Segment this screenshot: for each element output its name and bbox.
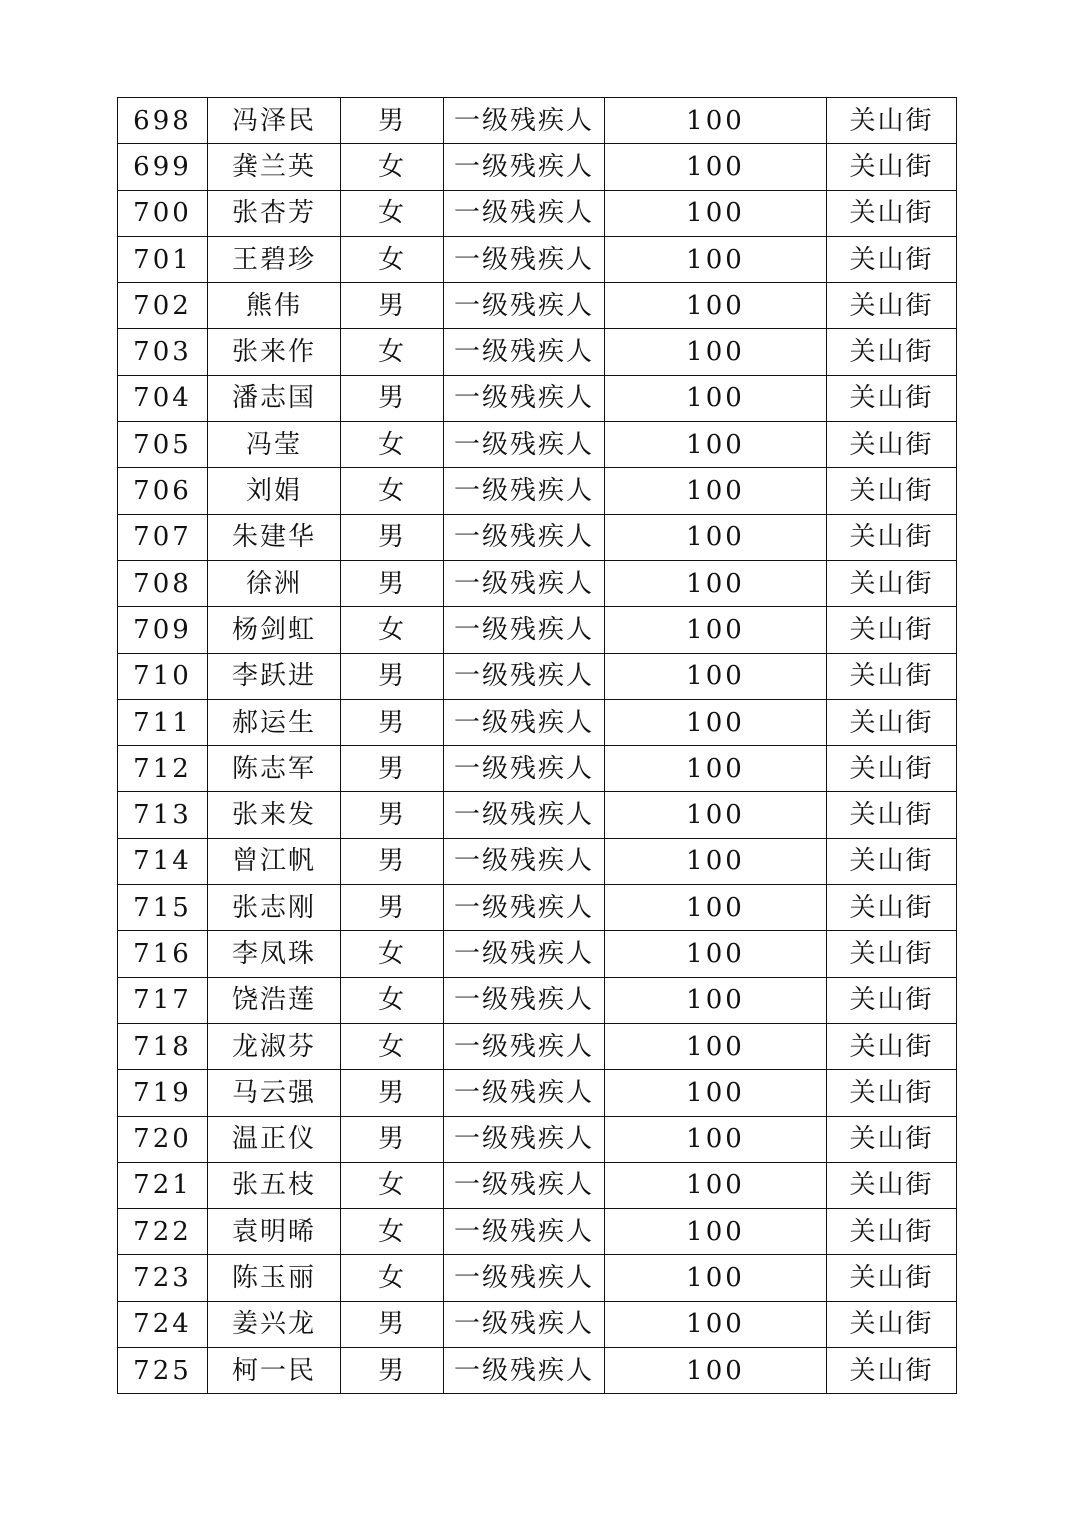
- cell-name: 张五枝: [208, 1162, 341, 1208]
- cell-amount: 100: [605, 560, 827, 606]
- cell-disability-level: 一级残疾人: [444, 838, 605, 884]
- cell-number: 698: [118, 98, 208, 144]
- cell-name: 马云强: [208, 1070, 341, 1116]
- cell-street: 关山街: [827, 838, 957, 884]
- table-row: [118, 699, 957, 745]
- cell-disability-level: 一级残疾人: [444, 792, 605, 838]
- cell-street: 关山街: [827, 422, 957, 468]
- cell-amount: 100: [605, 607, 827, 653]
- cell-number: 711: [118, 699, 208, 745]
- cell-gender: 女: [341, 607, 444, 653]
- table-row: [118, 236, 957, 282]
- cell-amount: 100: [605, 838, 827, 884]
- cell-disability-level: 一级残疾人: [444, 98, 605, 144]
- cell-gender: 男: [341, 746, 444, 792]
- cell-name: 柯一民: [208, 1348, 341, 1394]
- cell-name: 曾江帆: [208, 838, 341, 884]
- cell-number: 722: [118, 1209, 208, 1255]
- cell-disability-level: 一级残疾人: [444, 1070, 605, 1116]
- cell-name: 陈玉丽: [208, 1255, 341, 1301]
- cell-street: 关山街: [827, 514, 957, 560]
- cell-disability-level: 一级残疾人: [444, 1209, 605, 1255]
- table-row: [118, 1116, 957, 1162]
- cell-number: 710: [118, 653, 208, 699]
- cell-name: 潘志国: [208, 375, 341, 421]
- table-row: [118, 1255, 957, 1301]
- table-row: [118, 329, 957, 375]
- cell-disability-level: 一级残疾人: [444, 931, 605, 977]
- cell-number: 716: [118, 931, 208, 977]
- cell-number: 724: [118, 1301, 208, 1347]
- cell-gender: 男: [341, 885, 444, 931]
- cell-amount: 100: [605, 98, 827, 144]
- cell-number: 725: [118, 1348, 208, 1394]
- cell-disability-level: 一级残疾人: [444, 885, 605, 931]
- cell-disability-level: 一级残疾人: [444, 699, 605, 745]
- cell-gender: 女: [341, 1162, 444, 1208]
- cell-street: 关山街: [827, 699, 957, 745]
- cell-street: 关山街: [827, 653, 957, 699]
- table-row: [118, 514, 957, 560]
- cell-disability-level: 一级残疾人: [444, 1255, 605, 1301]
- cell-street: 关山街: [827, 977, 957, 1023]
- table-row: [118, 653, 957, 699]
- cell-name: 温正仪: [208, 1116, 341, 1162]
- table-row: [118, 1209, 957, 1255]
- cell-disability-level: 一级残疾人: [444, 653, 605, 699]
- cell-disability-level: 一级残疾人: [444, 422, 605, 468]
- table-row: [118, 468, 957, 514]
- cell-name: 冯莹: [208, 422, 341, 468]
- cell-gender: 男: [341, 1070, 444, 1116]
- cell-disability-level: 一级残疾人: [444, 607, 605, 653]
- cell-street: 关山街: [827, 746, 957, 792]
- cell-name: 张来作: [208, 329, 341, 375]
- table-row: [118, 144, 957, 190]
- table-row: [118, 931, 957, 977]
- cell-street: 关山街: [827, 1116, 957, 1162]
- cell-disability-level: 一级残疾人: [444, 1023, 605, 1069]
- cell-number: 720: [118, 1116, 208, 1162]
- cell-number: 705: [118, 422, 208, 468]
- cell-amount: 100: [605, 1070, 827, 1116]
- cell-name: 袁明晞: [208, 1209, 341, 1255]
- table-row: [118, 1023, 957, 1069]
- cell-street: 关山街: [827, 607, 957, 653]
- cell-number: 715: [118, 885, 208, 931]
- cell-gender: 女: [341, 931, 444, 977]
- table-row: [118, 607, 957, 653]
- cell-name: 徐洲: [208, 560, 341, 606]
- cell-name: 姜兴龙: [208, 1301, 341, 1347]
- cell-amount: 100: [605, 1348, 827, 1394]
- cell-amount: 100: [605, 236, 827, 282]
- cell-amount: 100: [605, 1162, 827, 1208]
- cell-amount: 100: [605, 885, 827, 931]
- cell-gender: 男: [341, 283, 444, 329]
- cell-street: 关山街: [827, 375, 957, 421]
- table-row: [118, 560, 957, 606]
- table-row: [118, 190, 957, 236]
- cell-amount: 100: [605, 699, 827, 745]
- cell-number: 706: [118, 468, 208, 514]
- table-row: [118, 98, 957, 144]
- cell-gender: 女: [341, 977, 444, 1023]
- table-row: [118, 422, 957, 468]
- cell-amount: 100: [605, 1255, 827, 1301]
- cell-amount: 100: [605, 1023, 827, 1069]
- cell-street: 关山街: [827, 1301, 957, 1347]
- cell-gender: 男: [341, 838, 444, 884]
- cell-name: 王碧珍: [208, 236, 341, 282]
- cell-number: 717: [118, 977, 208, 1023]
- cell-street: 关山街: [827, 144, 957, 190]
- cell-street: 关山街: [827, 1209, 957, 1255]
- table-row: [118, 1070, 957, 1116]
- cell-name: 张来发: [208, 792, 341, 838]
- cell-number: 704: [118, 375, 208, 421]
- cell-name: 饶浩莲: [208, 977, 341, 1023]
- cell-street: 关山街: [827, 1255, 957, 1301]
- cell-number: 703: [118, 329, 208, 375]
- cell-gender: 男: [341, 98, 444, 144]
- cell-name: 张志刚: [208, 885, 341, 931]
- cell-number: 702: [118, 283, 208, 329]
- cell-name: 张杏芳: [208, 190, 341, 236]
- cell-disability-level: 一级残疾人: [444, 329, 605, 375]
- table-row: [118, 977, 957, 1023]
- cell-amount: 100: [605, 190, 827, 236]
- cell-street: 关山街: [827, 560, 957, 606]
- cell-amount: 100: [605, 746, 827, 792]
- cell-amount: 100: [605, 283, 827, 329]
- cell-name: 熊伟: [208, 283, 341, 329]
- cell-gender: 男: [341, 375, 444, 421]
- cell-number: 701: [118, 236, 208, 282]
- cell-disability-level: 一级残疾人: [444, 746, 605, 792]
- cell-gender: 女: [341, 1255, 444, 1301]
- cell-name: 郝运生: [208, 699, 341, 745]
- cell-disability-level: 一级残疾人: [444, 468, 605, 514]
- cell-street: 关山街: [827, 190, 957, 236]
- cell-number: 718: [118, 1023, 208, 1069]
- cell-gender: 男: [341, 560, 444, 606]
- cell-street: 关山街: [827, 1348, 957, 1394]
- cell-disability-level: 一级残疾人: [444, 1116, 605, 1162]
- cell-amount: 100: [605, 422, 827, 468]
- cell-disability-level: 一级残疾人: [444, 1301, 605, 1347]
- cell-amount: 100: [605, 468, 827, 514]
- cell-number: 721: [118, 1162, 208, 1208]
- cell-street: 关山街: [827, 1162, 957, 1208]
- cell-gender: 女: [341, 236, 444, 282]
- roster-table: [117, 97, 957, 1394]
- cell-amount: 100: [605, 375, 827, 421]
- cell-street: 关山街: [827, 468, 957, 514]
- cell-amount: 100: [605, 144, 827, 190]
- cell-name: 刘娟: [208, 468, 341, 514]
- cell-gender: 男: [341, 1301, 444, 1347]
- table-row: [118, 1301, 957, 1347]
- cell-name: 朱建华: [208, 514, 341, 560]
- cell-gender: 女: [341, 422, 444, 468]
- cell-number: 714: [118, 838, 208, 884]
- cell-gender: 女: [341, 468, 444, 514]
- cell-name: 龚兰英: [208, 144, 341, 190]
- cell-disability-level: 一级残疾人: [444, 375, 605, 421]
- cell-number: 712: [118, 746, 208, 792]
- cell-amount: 100: [605, 792, 827, 838]
- cell-number: 719: [118, 1070, 208, 1116]
- cell-gender: 男: [341, 1116, 444, 1162]
- cell-disability-level: 一级残疾人: [444, 977, 605, 1023]
- cell-amount: 100: [605, 1301, 827, 1347]
- cell-street: 关山街: [827, 236, 957, 282]
- table-row: [118, 1348, 957, 1394]
- cell-disability-level: 一级残疾人: [444, 514, 605, 560]
- cell-gender: 女: [341, 1023, 444, 1069]
- cell-gender: 男: [341, 1348, 444, 1394]
- table-row: [118, 746, 957, 792]
- cell-street: 关山街: [827, 1023, 957, 1069]
- cell-name: 李跃进: [208, 653, 341, 699]
- roster-table-body: [118, 98, 957, 1394]
- table-row: [118, 283, 957, 329]
- cell-street: 关山街: [827, 283, 957, 329]
- table-row: [118, 885, 957, 931]
- cell-disability-level: 一级残疾人: [444, 236, 605, 282]
- cell-street: 关山街: [827, 98, 957, 144]
- cell-disability-level: 一级残疾人: [444, 1162, 605, 1208]
- cell-street: 关山街: [827, 1070, 957, 1116]
- cell-amount: 100: [605, 1209, 827, 1255]
- cell-name: 李凤珠: [208, 931, 341, 977]
- cell-amount: 100: [605, 931, 827, 977]
- table-row: [118, 792, 957, 838]
- cell-amount: 100: [605, 977, 827, 1023]
- cell-street: 关山街: [827, 329, 957, 375]
- cell-name: 龙淑芬: [208, 1023, 341, 1069]
- cell-disability-level: 一级残疾人: [444, 1348, 605, 1394]
- cell-street: 关山街: [827, 792, 957, 838]
- cell-disability-level: 一级残疾人: [444, 190, 605, 236]
- cell-number: 713: [118, 792, 208, 838]
- cell-amount: 100: [605, 1116, 827, 1162]
- cell-gender: 男: [341, 653, 444, 699]
- cell-name: 杨剑虹: [208, 607, 341, 653]
- cell-gender: 女: [341, 329, 444, 375]
- cell-number: 707: [118, 514, 208, 560]
- table-row: [118, 375, 957, 421]
- cell-street: 关山街: [827, 931, 957, 977]
- cell-amount: 100: [605, 653, 827, 699]
- cell-amount: 100: [605, 514, 827, 560]
- cell-number: 699: [118, 144, 208, 190]
- cell-gender: 男: [341, 699, 444, 745]
- cell-number: 723: [118, 1255, 208, 1301]
- cell-amount: 100: [605, 329, 827, 375]
- cell-number: 700: [118, 190, 208, 236]
- cell-street: 关山街: [827, 885, 957, 931]
- cell-name: 陈志军: [208, 746, 341, 792]
- cell-disability-level: 一级残疾人: [444, 560, 605, 606]
- cell-number: 709: [118, 607, 208, 653]
- cell-gender: 男: [341, 792, 444, 838]
- cell-name: 冯泽民: [208, 98, 341, 144]
- table-row: [118, 838, 957, 884]
- cell-disability-level: 一级残疾人: [444, 144, 605, 190]
- cell-gender: 女: [341, 190, 444, 236]
- cell-number: 708: [118, 560, 208, 606]
- cell-gender: 男: [341, 514, 444, 560]
- cell-disability-level: 一级残疾人: [444, 283, 605, 329]
- table-row: [118, 1162, 957, 1208]
- cell-gender: 女: [341, 144, 444, 190]
- cell-gender: 女: [341, 1209, 444, 1255]
